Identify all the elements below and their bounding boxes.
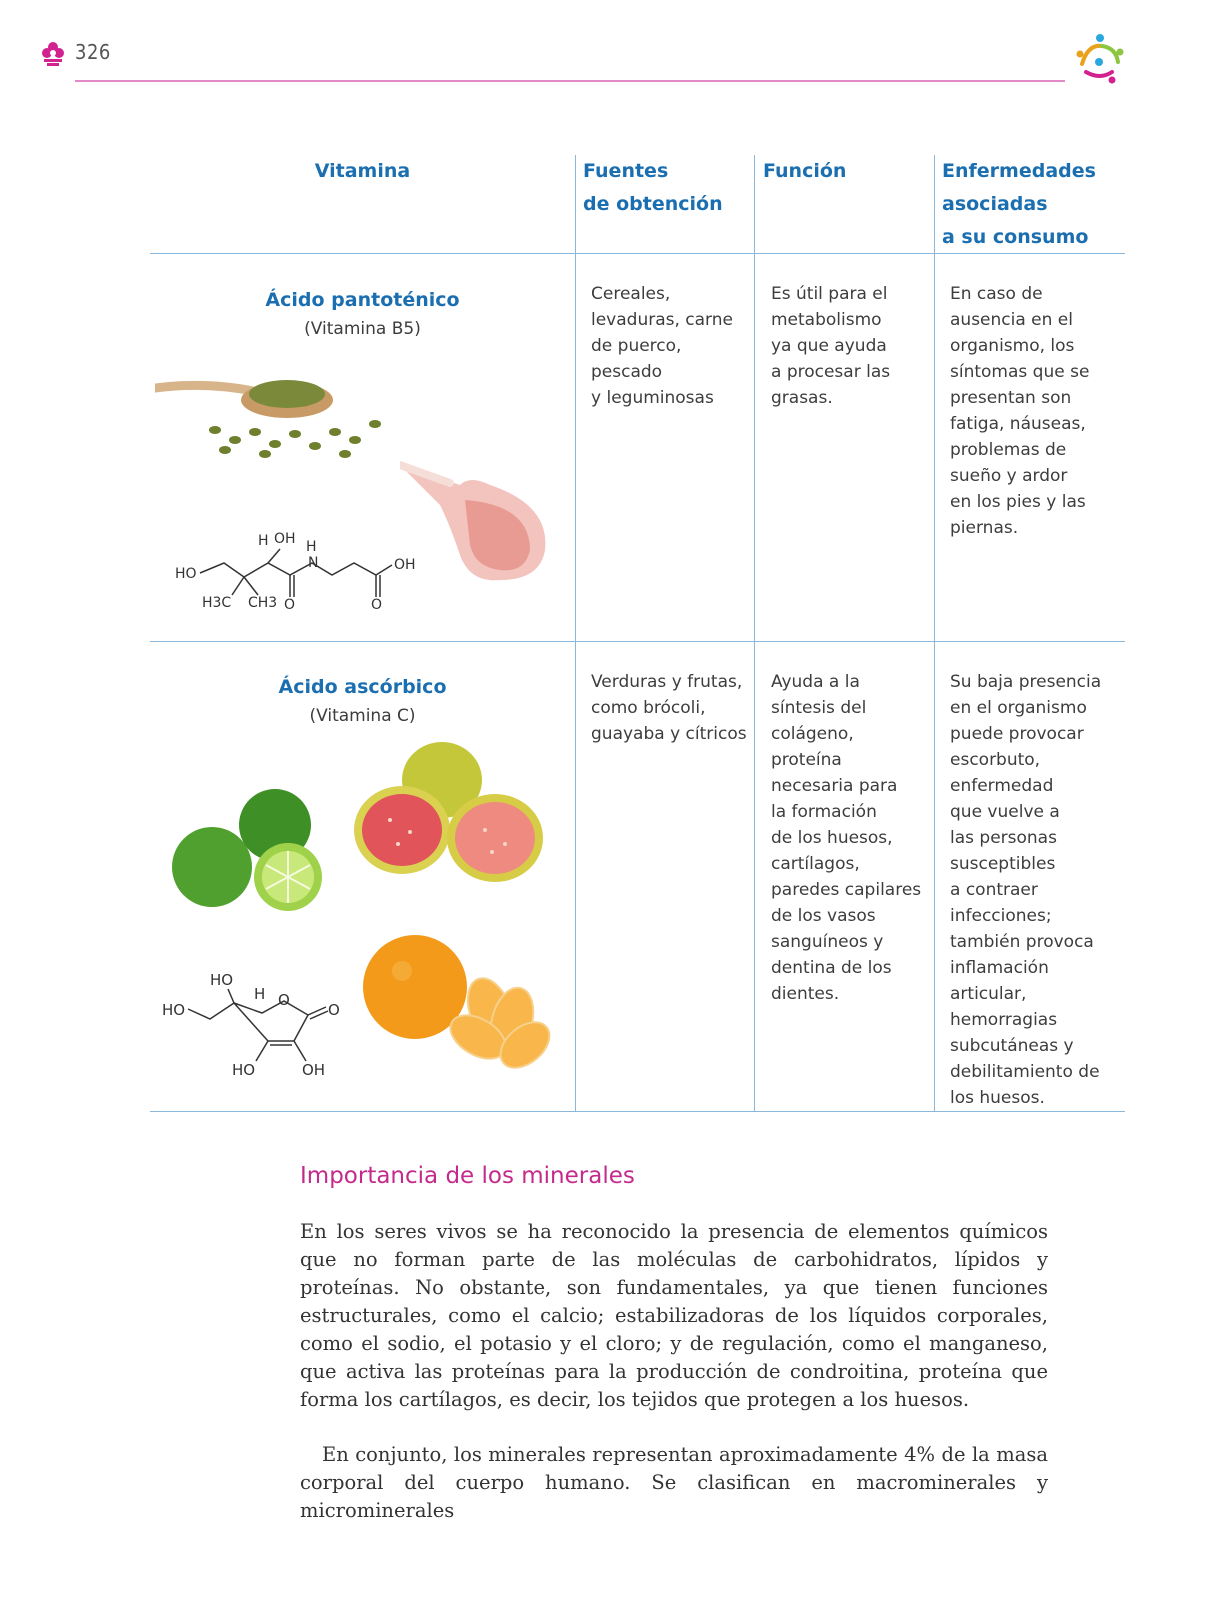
vitamins-table xyxy=(150,155,1125,1125)
limes-icon xyxy=(170,785,330,915)
atom-label: HO xyxy=(162,1001,186,1019)
row-divider xyxy=(150,641,1125,642)
header-rule xyxy=(75,80,1065,82)
atom-label: H3C xyxy=(202,595,232,611)
atom-label: H xyxy=(254,985,266,1003)
table-bottom-rule xyxy=(150,1111,1125,1112)
column-divider xyxy=(934,155,935,1112)
vitamin-name: Ácido ascórbico xyxy=(278,676,447,698)
body-paragraph: En los seres vivos se ha reconocido la presencia de elementos químicos que no forman parte de las moléculas de carbohidratos, lípidos y proteínas. No obstante, son fundamentales, ya que tienen funciones estructurales, como el calcio; estabilizadoras de los líquidos corporales, como el sodio, el potasio y el cloro; y de regulación, como el manganeso, que activa las proteínas para la producción de condroitina, proteína que forma los cartílagos, es decir, los tejidos que protegen a los huesos. xyxy=(300,1220,1048,1411)
header-row-rule xyxy=(150,253,1125,254)
column-header-vitamina: Vitamina xyxy=(314,160,411,182)
sources-cell: Verduras y frutas, como brócoli, guayaba y cítricos xyxy=(591,672,747,744)
atom-label: HO xyxy=(175,566,197,582)
atom-label: CH3 xyxy=(248,595,278,611)
atom-label: O xyxy=(284,597,296,613)
sources-cell: Cereales, levaduras, carne de puerco, pescado y leguminosas xyxy=(591,284,733,408)
function-cell: Es útil para el metabolismo ya que ayuda a procesar las grasas. xyxy=(771,284,891,408)
page-header xyxy=(0,0,1214,90)
ascorbic-acid-structure-icon xyxy=(158,963,358,1083)
diseases-cell: Su baja presencia en el organismo puede provocar escorbuto, enfermedad que vuelve a las personas susceptibles a contraer infecciones; también provoca inflamación articular, hemorragias subcutáneas y debilitamiento de los huesos. xyxy=(950,672,1102,1108)
vitamin-subtitle: (Vitamina C) xyxy=(309,706,416,726)
atom-label: H xyxy=(258,533,269,549)
atom-label: HO xyxy=(210,971,234,989)
atom-label: H xyxy=(306,539,317,555)
dancing-figures-logo-icon xyxy=(1072,32,1128,84)
column-header-fuentes: Fuentes de obtención xyxy=(583,160,723,215)
column-header-enfermedades: Enfermedades asociadas a su consumo xyxy=(942,160,1096,248)
column-header-funcion: Función xyxy=(763,160,847,182)
atom-label: HO xyxy=(232,1061,256,1079)
vitamin-name: Ácido pantoténico xyxy=(265,289,460,311)
atom-label: OH xyxy=(394,557,416,573)
column-divider xyxy=(575,155,576,1112)
orange-icon xyxy=(360,925,560,1075)
guavas-icon xyxy=(350,740,550,890)
column-divider xyxy=(754,155,755,1112)
atom-label: OH xyxy=(302,1061,326,1079)
beans-spoon-icon xyxy=(155,360,395,460)
body-paragraph: En conjunto, los minerales representan aproximadamente 4% de la masa corporal del cuerpo humano. Se clasifican en macrominerales y microminerales xyxy=(300,1443,1048,1522)
atom-label: N xyxy=(308,555,319,571)
atom-label: O xyxy=(278,991,290,1009)
flower-ornament-icon xyxy=(40,38,66,68)
section-title: Importancia de los minerales xyxy=(300,1163,635,1189)
diseases-cell: En caso de ausencia en el organismo, los síntomas que se presentan son fatiga, náuseas, problemas de sueño y ardor en los pies y las piernas. xyxy=(950,284,1090,538)
vitamin-subtitle: (Vitamina B5) xyxy=(304,319,421,339)
function-cell: Ayuda a la síntesis del colágeno, proteína necesaria para la formación de los huesos, cartílagos, paredes capilares de los vasos sanguíneos y dentina de los dientes. xyxy=(771,672,922,1004)
pantothenic-acid-structure-icon xyxy=(172,525,432,615)
page-number: 326 xyxy=(75,40,111,64)
atom-label: O xyxy=(371,597,383,613)
atom-label: O xyxy=(328,1001,340,1019)
atom-label: OH xyxy=(274,531,296,547)
